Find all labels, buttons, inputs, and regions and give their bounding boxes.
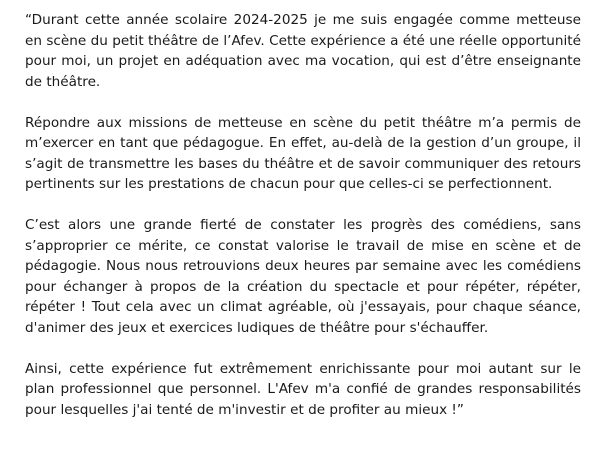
testimonial-paragraph-3: C’est alors une grande fierté de constater les progrès des comédiens, sans s’approprier ce mérite, ce constat valorise le travail de mise en scène et de pédagogie. Nous nous retrouvions deux heures par semaine avec les comédiens pour échanger à propos de la création du spectacle et pour répéter, répéter, répéter ! Tout cela avec un climat agréable, où j'essayais, pour chaque séance, d'animer des jeux et exercices ludiques de théâtre pour s'échauffer. [25, 217, 581, 336]
testimonial-paragraph-4: Ainsi, cette expérience fut extrêmement enrichissante pour moi autant sur le plan professionnel que personnel. L'Afev m'a confié de grandes responsabilités pour lesquelles j'ai tenté de m'investir et de profiter au mieux !” [25, 360, 581, 418]
testimonial-paragraph-2: Répondre aux missions de metteuse en scène du petit théâtre m’a permis de m’exercer en tant que pédagogue. En effet, au-delà de la gestion d’un groupe, il s’agit de transmettre les bases du théâtre et de savoir communiquer des retours pertinents sur les prestations de chacun pour que celles-ci se perfectionnent. [25, 114, 581, 192]
testimonial-quote [25, 10, 581, 420]
testimonial-paragraph-1: “Durant cette année scolaire 2024-2025 je me suis engagée comme metteuse en scène du petit théâtre de l’Afev. Cette expérience a été une réelle opportunité pour moi, un projet en adéquation avec ma vocation, qui est d’être enseignante de théâtre. [25, 12, 581, 90]
